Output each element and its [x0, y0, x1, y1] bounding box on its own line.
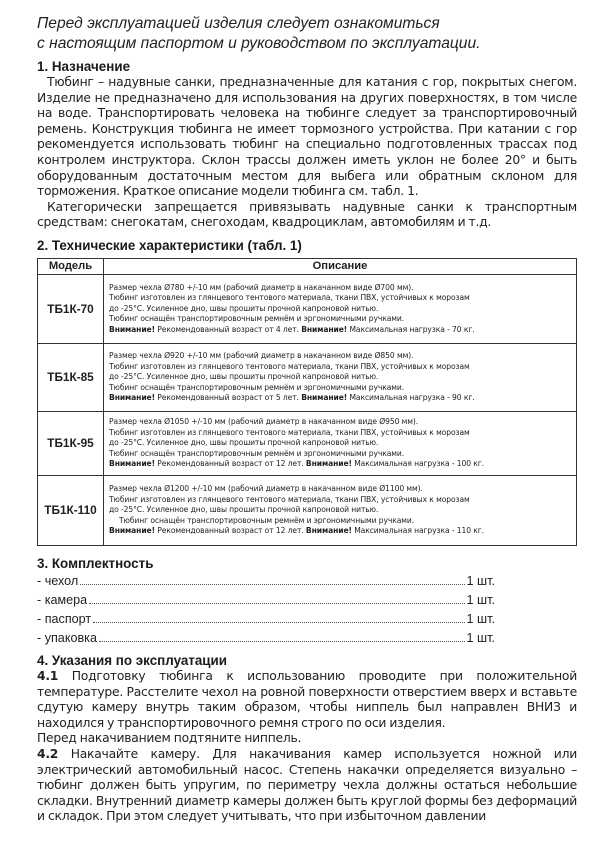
list-item	[37, 591, 495, 610]
load-text: Максимальная нагрузка - 100 кг.	[351, 459, 484, 469]
model-cell: ТБ1К-85	[38, 343, 104, 411]
prohibition-paragraph: Категорически запрещается привязывать надувные санки к транспортным средствам: снегокатам, снегоходам, квадроциклам, автомобилям и т.д.	[37, 199, 577, 230]
item-name: - упаковка	[37, 630, 97, 645]
section-contents	[37, 555, 577, 648]
contents-list	[37, 572, 577, 648]
warning-label: Внимание!	[109, 324, 155, 334]
description-cell	[104, 411, 577, 475]
section-operation	[37, 652, 577, 825]
load-text: Максимальная нагрузка - 70 кг.	[347, 324, 475, 334]
desc-line: Размер чехла Ø920 +/-10 мм (рабочий диаметр в накачанном виде Ø850 мм).	[109, 351, 414, 361]
load-text: Максимальная нагрузка - 90 кг.	[347, 393, 475, 403]
desc-line: Размер чехла Ø1050 +/-10 мм (рабочий диаметр в накачанном виде Ø950 мм).	[109, 417, 419, 427]
desc-line: Тюбинг изготовлен из глянцевого тентового материала, ткани ПВХ, устойчивых к морозам	[109, 494, 470, 504]
intro-notice	[37, 14, 577, 54]
section-heading: 3. Комплектность	[37, 555, 154, 571]
passport-page	[37, 14, 577, 825]
table-row	[38, 411, 577, 475]
clause-number: 4.2	[37, 746, 59, 761]
model-cell: ТБ1К-95	[38, 411, 104, 475]
warning-label: Внимание!	[305, 459, 352, 469]
section-specs	[37, 237, 577, 546]
intro-line: с настоящим паспортом и руководством по эксплуатации.	[37, 35, 481, 52]
dot-leader	[93, 621, 464, 623]
model-cell: ТБ1К-70	[38, 274, 104, 343]
section-heading: 4. Указания по эксплуатации	[37, 652, 227, 668]
desc-line: Тюбинг изготовлен из глянцевого тентового материала, ткани ПВХ, устойчивых к морозам	[109, 427, 470, 437]
purpose-paragraph: Тюбинг – надувные санки, предназначенные для катания с гор, покрытых снегом. Изделие не предназначено для использования на других поверхностях, в том числе на воде. Транспортировать человека на тюбинге следует за транспортировочный ремень. Конструкция тюбинга не имеет тормозного устройства. При катании с гор рекомендуется использовать тюбинг на специально подготовленных трассах под контролем инструктора. Склон трассы должен иметь уклон не более 20° и быть оборудованным достаточным местом для выбега или обратным склоном для торможения. Краткое описание модели тюбинга см. табл. 1.	[37, 75, 577, 199]
instruction-note: Перед накачиванием подтяните ниппель.	[37, 731, 302, 746]
table-row	[38, 475, 577, 545]
item-quantity: 1 шт.	[466, 611, 495, 626]
warning-label: Внимание!	[305, 526, 352, 536]
desc-line: Размер чехла Ø780 +/-10 мм (рабочий диаметр в накачанном виде Ø700 мм).	[109, 282, 414, 292]
item-quantity: 1 шт.	[466, 592, 495, 607]
dot-leader	[99, 640, 465, 642]
desc-line: Тюбинг оснащён транспортировочным ремнём и эргономичными ручками.	[119, 515, 415, 525]
age-text: Рекомендованный возраст от 4 лет.	[154, 324, 302, 334]
desc-line: Тюбинг изготовлен из глянцевого тентового материала, ткани ПВХ, устойчивых к морозам	[109, 293, 470, 303]
dot-leader	[89, 602, 464, 604]
dot-leader	[80, 583, 464, 585]
desc-line: Тюбинг изготовлен из глянцевого тентового материала, ткани ПВХ, устойчивых к морозам	[109, 361, 470, 371]
desc-line: Тюбинг оснащён транспортировочным ремнём и эргономичными ручками.	[109, 382, 405, 392]
desc-warning-line	[109, 526, 572, 537]
warning-label: Внимание!	[109, 526, 155, 536]
clause-text: Подготовку тюбинга к использованию проводите при положительной температуре. Расстелите чехол на ровной поверхности отверстием вверх и вставьте сдутую камеру внутрь таким образом, чтобы ниппель был направлен ВНИЗ и находился у транспортировочного ремня строго по оси изделия.	[37, 668, 577, 730]
spec-table	[37, 258, 577, 546]
item-name: - чехол	[37, 573, 79, 588]
list-item	[37, 629, 495, 648]
desc-line: Тюбинг оснащён транспортировочным ремнём и эргономичными ручками.	[109, 448, 405, 458]
section-heading: 1. Назначение	[37, 59, 131, 74]
section-heading: 2. Технические характеристики (табл. 1)	[37, 237, 302, 253]
table-row	[38, 343, 577, 411]
desc-line: до -25°С. Усиленное дно, швы прошиты прочной капроновой нитью.	[109, 372, 379, 382]
instruction-paragraph	[37, 747, 577, 825]
load-text: Максимальная нагрузка - 110 кг.	[351, 526, 484, 536]
warning-label: Внимание!	[109, 393, 155, 403]
item-quantity: 1 шт.	[466, 630, 495, 645]
desc-line: до -25°С. Усиленное дно, швы прошиты прочной капроновой нитью.	[109, 438, 379, 448]
item-quantity: 1 шт.	[466, 573, 495, 588]
table-header-row	[38, 258, 577, 274]
item-name: - камера	[37, 592, 88, 607]
instruction-paragraph	[37, 669, 577, 731]
list-item	[37, 572, 495, 591]
section-purpose	[37, 58, 577, 231]
item-name: - паспорт	[37, 611, 92, 626]
intro-line: Перед эксплуатацией изделия следует ознакомиться	[37, 15, 440, 32]
clause-number: 4.1	[37, 668, 59, 683]
warning-label: Внимание!	[109, 459, 155, 469]
desc-line: Тюбинг оснащён транспортировочным ремнём и эргономичными ручками.	[109, 314, 405, 324]
table-row	[38, 274, 577, 343]
desc-line: до -25°С. Усиленное дно, швы прошиты прочной капроновой нитью.	[109, 505, 379, 515]
description-cell	[104, 475, 577, 545]
description-cell	[104, 343, 577, 411]
desc-warning-line	[109, 393, 572, 404]
column-header-description: Описание	[104, 258, 577, 274]
desc-line: до -25°С. Усиленное дно, швы прошиты прочной капроновой нитью.	[109, 303, 379, 313]
desc-warning-line	[109, 325, 572, 336]
desc-warning-line	[109, 459, 572, 470]
desc-line: Размер чехла Ø1200 +/-10 мм (рабочий диаметр в накачанном виде Ø1100 мм).	[109, 484, 423, 494]
description-cell	[104, 274, 577, 343]
warning-label: Внимание!	[301, 324, 348, 334]
age-text: Рекомендованный возраст от 12 лет.	[154, 459, 306, 469]
age-text: Рекомендованный возраст от 12 лет.	[154, 526, 306, 536]
list-item	[37, 610, 495, 629]
model-cell: ТБ1К-110	[38, 475, 104, 545]
age-text: Рекомендованный возраст от 5 лет.	[154, 393, 302, 403]
clause-text: Накачайте камеру. Для накачивания камер используется ножной или электрический автомобильный насос. Степень накачки определяется визуально – тюбинг должен быть упругим, по периметру чехла должны остаться небольшие складки. Внутренний диаметр камеры должен быть круглой формы без деформаций и складок. При этом следует учитывать, что при избыточном давлении	[37, 746, 577, 824]
column-header-model: Модель	[38, 258, 104, 274]
warning-label: Внимание!	[301, 393, 348, 403]
